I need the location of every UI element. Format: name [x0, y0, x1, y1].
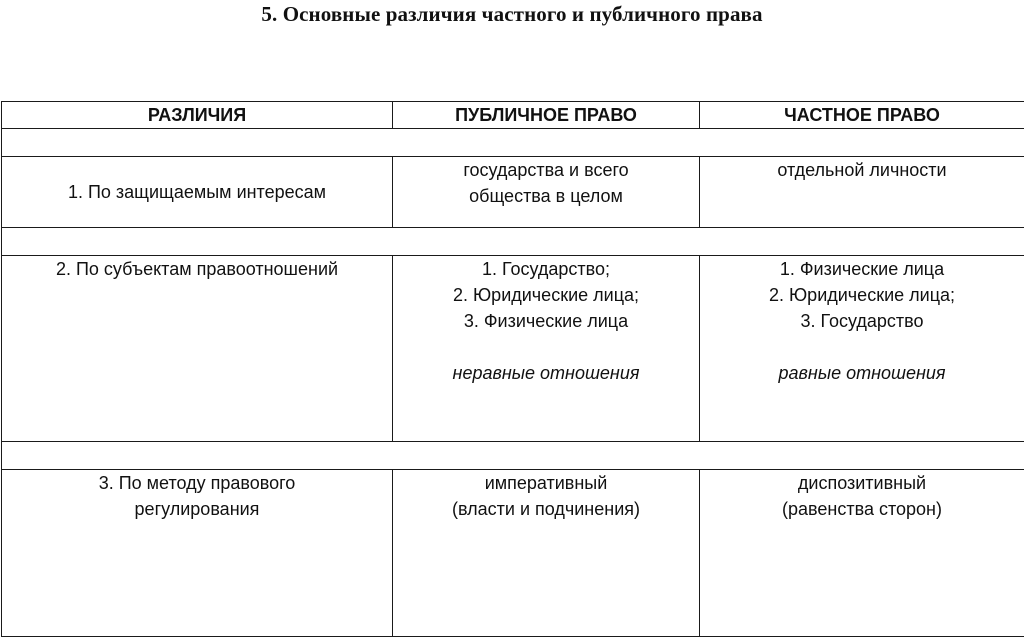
- public-line: императивный: [484, 473, 608, 493]
- criterion-cell: [2, 157, 393, 228]
- public-law-cell: [393, 256, 700, 442]
- criterion-text: 1. По защищаемым интересам: [67, 182, 327, 202]
- table-spacer-row: [2, 228, 1024, 256]
- public-note: неравные отношения: [452, 363, 640, 383]
- public-line: (власти и подчинения): [452, 499, 640, 519]
- criterion-cell: [2, 256, 393, 442]
- private-note: равные отношения: [778, 363, 946, 383]
- private-line: 2. Юридические лица;: [768, 285, 956, 305]
- private-law-cell: [700, 256, 1024, 442]
- criterion-cell: [2, 470, 393, 637]
- private-line: 3. Государство: [800, 311, 924, 331]
- header-private-law: ЧАСТНОЕ ПРАВО: [700, 102, 1024, 129]
- table-spacer-row: [2, 442, 1024, 470]
- public-line: 1. Государство;: [481, 259, 611, 279]
- criterion-text: 2. По субъектам правоотношений: [55, 259, 339, 279]
- public-line: общества в целом: [469, 186, 623, 206]
- differences-table: [1, 101, 1024, 637]
- criterion-text: 3. По методу правового: [98, 473, 296, 493]
- table-row: [2, 157, 1024, 228]
- public-line: 3. Физические лица: [463, 311, 629, 331]
- spacer-cell: [2, 228, 1024, 256]
- public-line: государства и всего: [463, 160, 629, 180]
- private-line: 1. Физические лица: [779, 259, 945, 279]
- criterion-text: регулирования: [134, 499, 260, 519]
- private-line: (равенства сторон): [782, 499, 942, 519]
- spacer-cell: [2, 442, 1024, 470]
- table-header-row: [2, 102, 1024, 129]
- header-differences: РАЗЛИЧИЯ: [2, 102, 393, 129]
- header-public-law: ПУБЛИЧНОЕ ПРАВО: [393, 102, 700, 129]
- private-law-cell: [700, 470, 1024, 637]
- spacer: [704, 334, 1020, 360]
- table-row: [2, 256, 1024, 442]
- table-row: [2, 470, 1024, 637]
- private-law-cell: [700, 157, 1024, 228]
- public-law-cell: [393, 470, 700, 637]
- page-title: 5. Основные различия частного и публичного права: [261, 2, 763, 26]
- table-spacer-row: [2, 129, 1024, 157]
- spacer: [397, 334, 695, 360]
- private-line: диспозитивный: [797, 473, 927, 493]
- public-line: 2. Юридические лица;: [452, 285, 640, 305]
- public-law-cell: [393, 157, 700, 228]
- private-line: отдельной личности: [777, 160, 947, 180]
- spacer-cell: [2, 129, 1024, 157]
